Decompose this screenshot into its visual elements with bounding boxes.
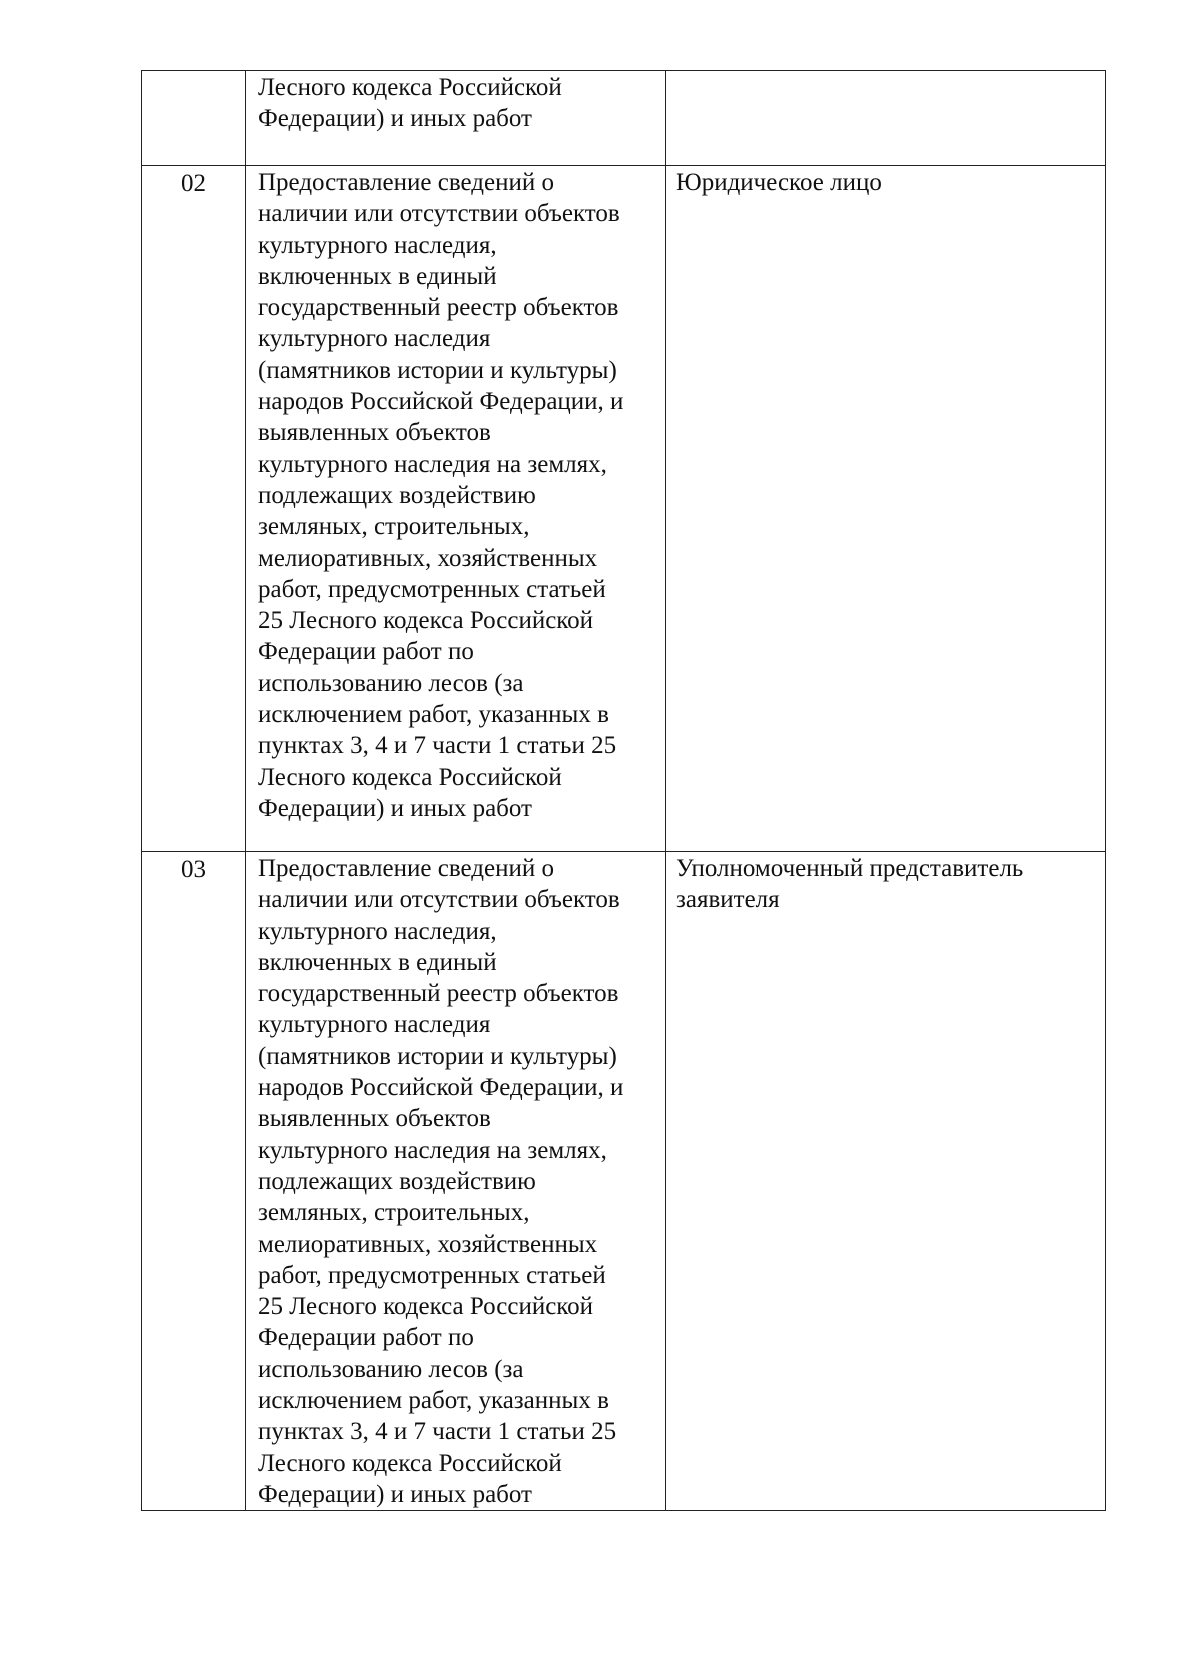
description-line: Лесного кодекса Российской	[258, 763, 562, 791]
description-line: культурного наследия	[258, 1011, 491, 1039]
applicant-cell	[666, 166, 1106, 852]
description-line: культурного наследия,	[258, 917, 497, 945]
description-line: Федерации) и иных работ	[258, 105, 532, 133]
table-body	[142, 71, 1106, 1511]
table-row-02	[142, 166, 1106, 852]
service-description-cell	[246, 71, 666, 166]
description-line: земляных, строительных,	[258, 513, 530, 541]
description-line: Лесного кодекса Российской	[258, 74, 562, 101]
applicant-cell	[666, 71, 1106, 166]
description-line: Федерации работ по	[258, 1324, 474, 1352]
services-table	[141, 70, 1106, 1511]
description-line: Лесного кодекса Российской	[258, 1449, 562, 1477]
description-line: включенных в единый	[258, 262, 497, 290]
description-line: выявленных объектов	[258, 419, 491, 447]
description-line: использованию лесов (за	[258, 1355, 524, 1383]
table-row-continuation	[142, 71, 1106, 166]
description-line: государственный реестр объектов	[258, 980, 619, 1008]
description-line: Федерации) и иных работ	[258, 794, 532, 822]
table-row-03	[142, 852, 1106, 1511]
description-line: наличии или отсутствии объектов	[258, 200, 620, 228]
applicant-line: Уполномоченный представитель	[676, 855, 1024, 882]
description-line: Федерации) и иных работ	[258, 1480, 532, 1508]
description-line: 25 Лесного кодекса Российской	[258, 607, 594, 635]
description-line: мелиоративных, хозяйственных	[258, 1230, 598, 1258]
description-line: (памятников истории и культуры)	[258, 356, 617, 384]
applicant-cell	[666, 852, 1106, 1511]
description-line: исключением работ, указанных в	[258, 1387, 609, 1415]
description-line: народов Российской Федерации, и	[258, 388, 624, 416]
description-line: подлежащих воздействию	[258, 481, 536, 509]
description-line: включенных в единый	[258, 948, 497, 976]
description-line: Федерации работ по	[258, 638, 474, 666]
description-line: исключением работ, указанных в	[258, 701, 609, 729]
description-line: подлежащих воздействию	[258, 1167, 536, 1195]
applicant-line: Юридическое лицо	[676, 169, 882, 196]
description-line: культурного наследия на землях,	[258, 1136, 607, 1164]
description-line: работ, предусмотренных статьей	[258, 575, 606, 603]
description-line: пунктах 3, 4 и 7 части 1 статьи 25	[258, 732, 617, 760]
description-line: народов Российской Федерации, и	[258, 1074, 624, 1102]
description-line: культурного наследия на землях,	[258, 450, 607, 478]
applicant-line: заявителя	[676, 886, 780, 914]
row-number-cell	[142, 166, 246, 852]
row-number-cell	[142, 71, 246, 166]
description-line: Предоставление сведений о	[258, 855, 554, 882]
description-line: культурного наследия	[258, 325, 491, 353]
row-number-cell	[142, 852, 246, 1511]
description-line: 25 Лесного кодекса Российской	[258, 1293, 594, 1321]
description-line: наличии или отсутствии объектов	[258, 886, 620, 914]
description-line: Предоставление сведений о	[258, 169, 554, 196]
row-number: 02	[181, 170, 206, 197]
description-line: государственный реестр объектов	[258, 294, 619, 322]
row-number: 03	[181, 856, 206, 883]
description-line: (памятников истории и культуры)	[258, 1042, 617, 1070]
description-line: мелиоративных, хозяйственных	[258, 544, 598, 572]
description-line: культурного наследия,	[258, 231, 497, 259]
description-line: работ, предусмотренных статьей	[258, 1261, 606, 1289]
description-line: земляных, строительных,	[258, 1199, 530, 1227]
service-description-cell	[246, 852, 666, 1511]
description-line: пунктах 3, 4 и 7 части 1 статьи 25	[258, 1418, 617, 1446]
description-line: выявленных объектов	[258, 1105, 491, 1133]
description-line: использованию лесов (за	[258, 669, 524, 697]
service-description-cell	[246, 166, 666, 852]
